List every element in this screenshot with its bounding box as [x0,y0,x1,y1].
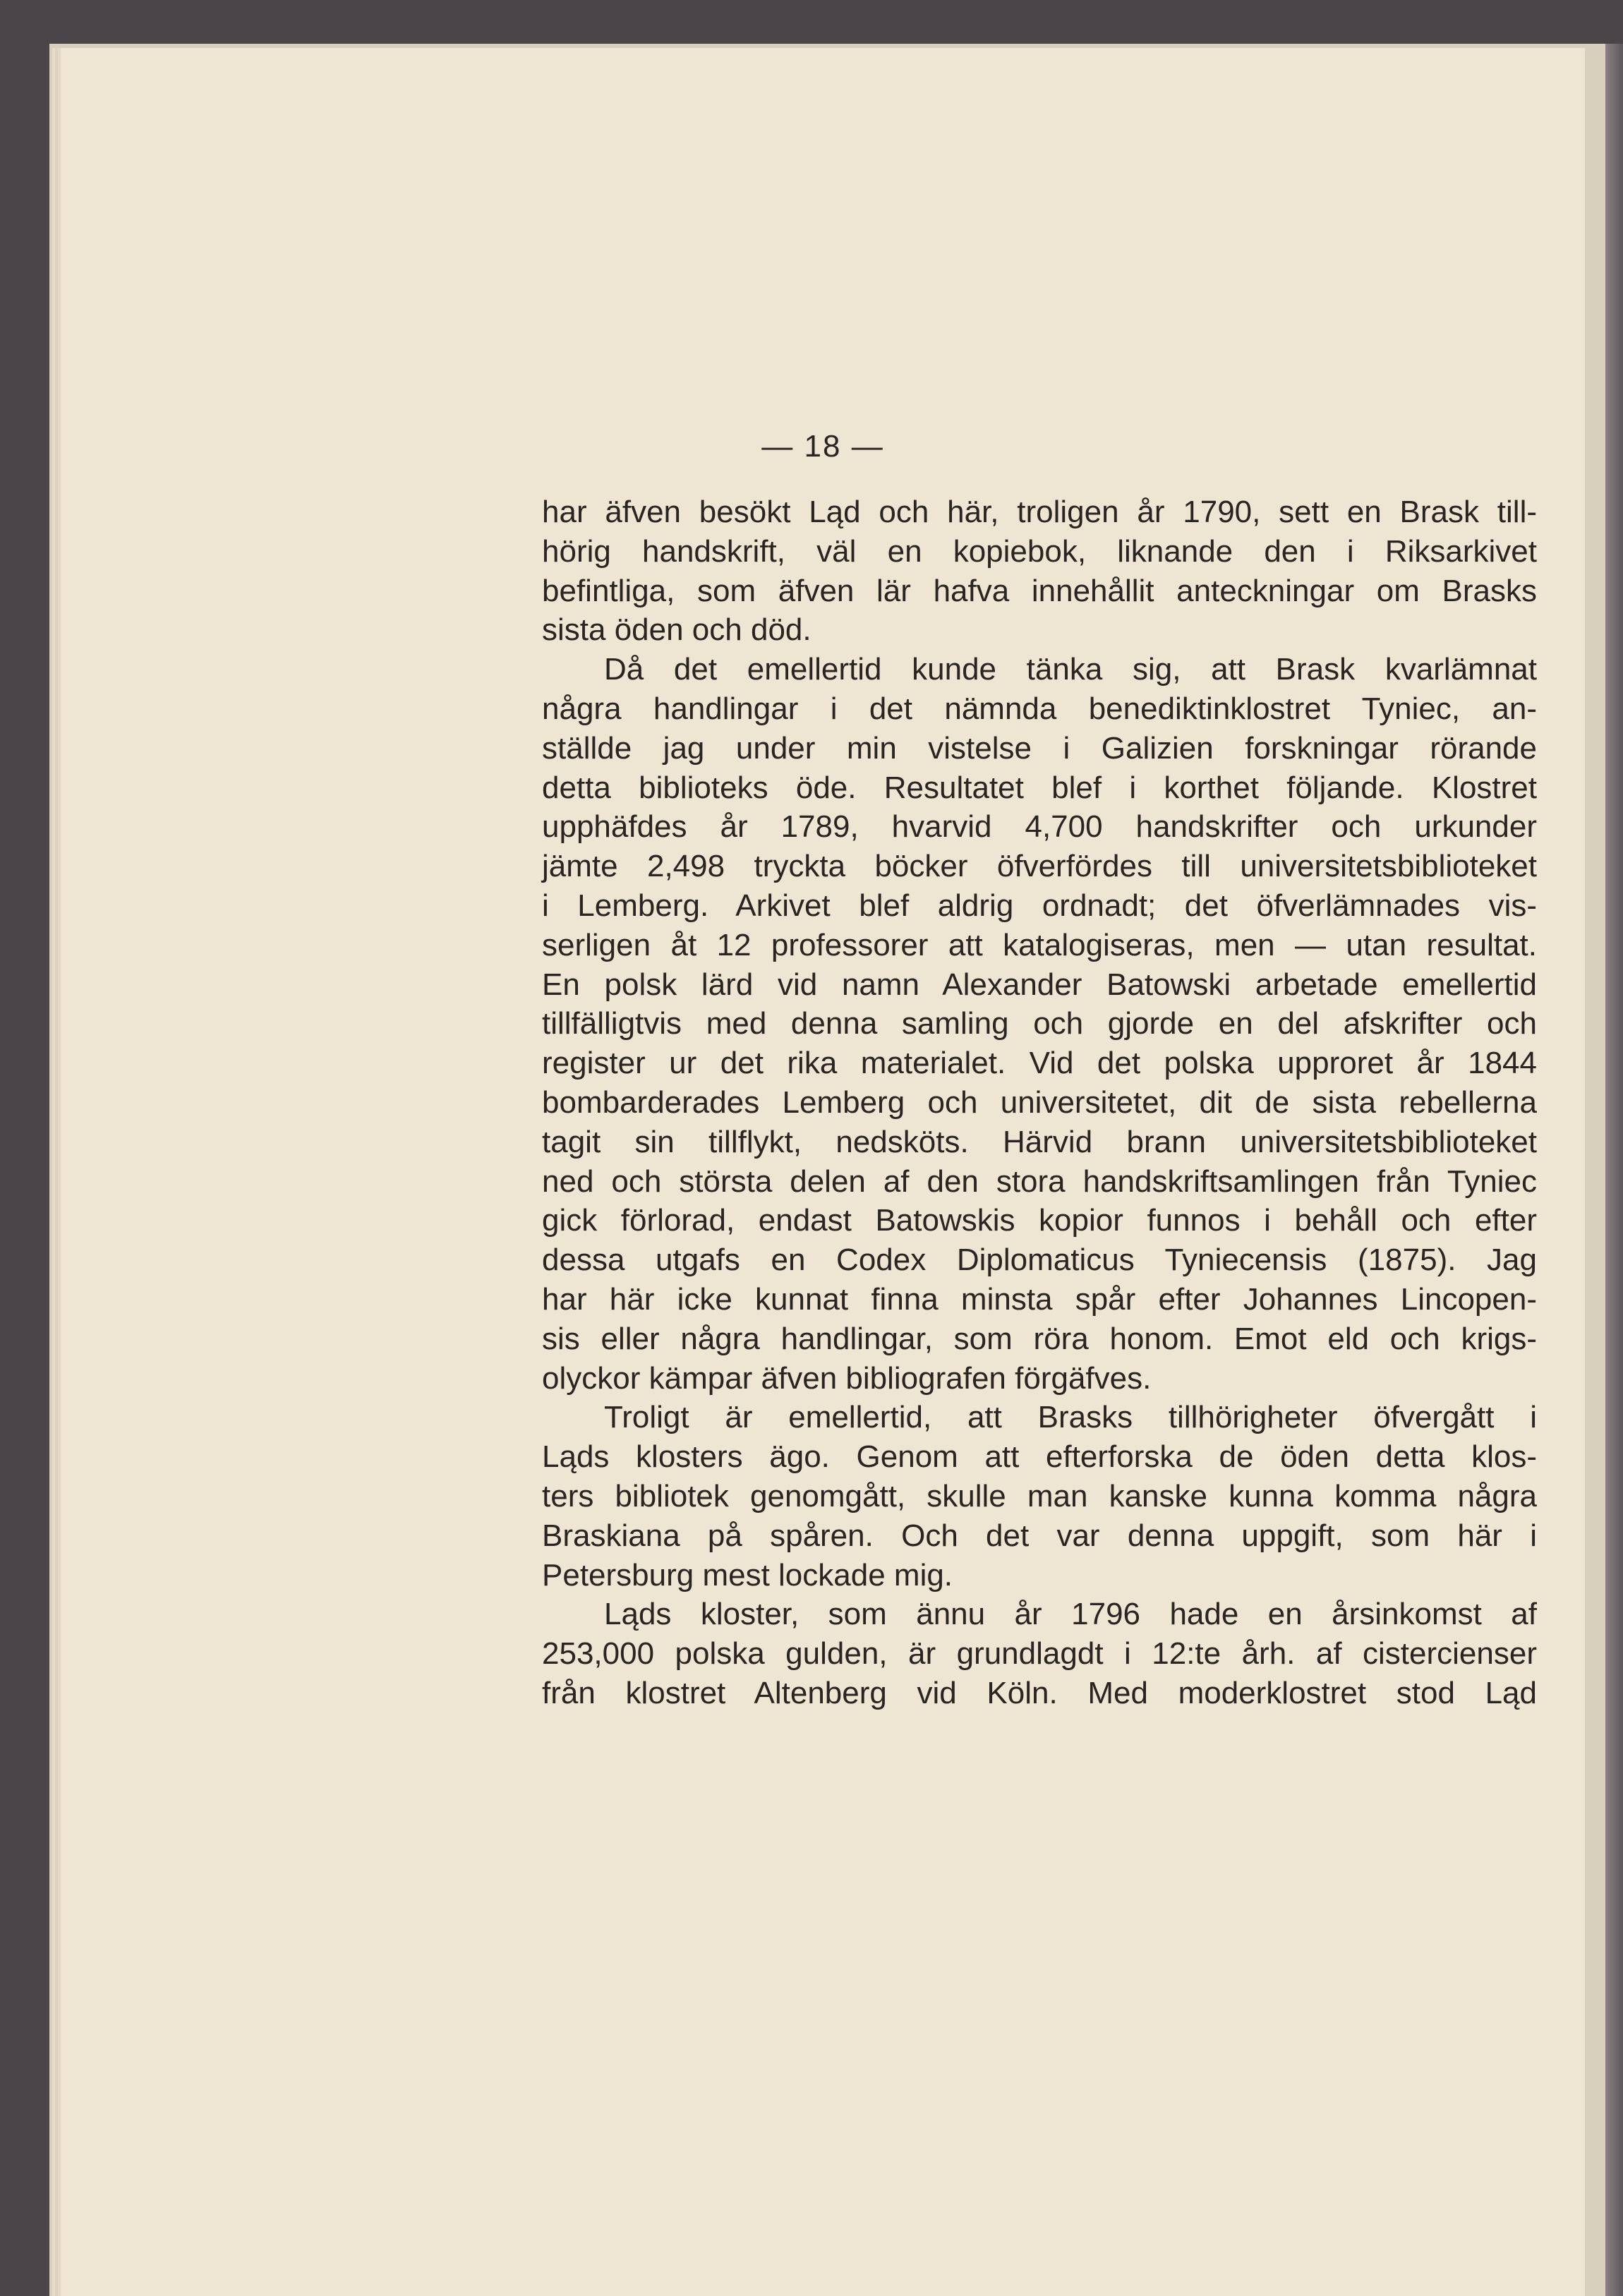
body-text [542,493,1537,1713]
text-line: register ur det rika materialet. Vid det polska upproret år 1844 [542,1046,1537,1081]
text-line: Petersburg mest lockade mig. [542,1557,953,1593]
text-line: jämte 2,498 tryckta böcker öfverfördes till universitetsbiblioteket [542,849,1537,884]
text-line: sis eller några handlingar, som röra honom. Emot eld och krigs- [542,1321,1537,1356]
text-line: Troligt är emellertid, att Brasks tillhörigheter öfvergått i [604,1400,1537,1435]
text-line: gick förlorad, endast Batowskis kopior funnos i behåll och efter [542,1203,1537,1238]
text-line: ned och största delen af den stora handskriftsamlingen från Tyniec [542,1164,1537,1199]
text-line: några handlingar i det nämnda benediktinklostret Tyniec, an- [542,691,1537,726]
text-line: Braskiana på spåren. Och det var denna uppgift, som här i [542,1518,1537,1553]
text-line: olyckor kämpar äfven bibliografen förgäfves. [542,1360,1152,1396]
text-line: i Lemberg. Arkivet blef aldrig ordnadt; det öfverlämnades vis- [542,888,1537,923]
text-line: sista öden och död. [542,612,812,648]
page-number: — 18 — [761,429,884,464]
text-line: ters bibliotek genomgått, skulle man kanske kunna komma några [542,1478,1537,1513]
text-line: Då det emellertid kunde tänka sig, att Brask kvarlämnat [604,652,1537,687]
text-line: detta biblioteks öde. Resultatet blef i korthet följande. Klostret [542,770,1537,805]
book-page [61,48,1585,2296]
text-line: bombarderades Lemberg och universitetet, dit de sista rebellerna [542,1084,1537,1120]
book-cover-edge [1605,44,1623,2296]
text-line: dessa utgafs en Codex Diplomaticus Tyniecensis (1875). Jag [542,1243,1537,1278]
text-line: har äfven besökt Ląd och här, troligen år 1790, sett en Brask till- [542,495,1537,529]
text-line: Ląds kloster, som ännu år 1796 hade en årsinkomst af [604,1597,1537,1632]
text-line: hörig handskrift, väl en kopiebok, liknande den i Riksarkivet [542,533,1537,569]
text-line: från klostret Altenberg vid Köln. Med moderklostret stod Ląd [542,1675,1537,1710]
text-line: 253,000 polska gulden, är grundlagdt i 12:te årh. af cistercienser [542,1636,1537,1672]
text-line: tillfälligtvis med denna samling och gjorde en del afskrifter och [542,1006,1537,1041]
text-line: har här icke kunnat finna minsta spår efter Johannes Lincopen- [542,1281,1537,1317]
text-line: serligen åt 12 professorer att katalogiseras, men — utan resultat. [542,927,1537,962]
text-line: befintliga, som äfven lär hafva innehållit anteckningar om Brasks [542,573,1537,608]
text-line: ställde jag under min vistelse i Galizien forskningar rörande [542,730,1537,766]
text-line: Ląds klosters ägo. Genom att efterforska de öden detta klos- [542,1439,1537,1475]
text-line: tagit sin tillflykt, nedsköts. Härvid brann universitetsbiblioteket [542,1124,1537,1159]
text-line: upphäfdes år 1789, hvarvid 4,700 handskrifter och urkunder [542,809,1537,845]
text-line: En polsk lärd vid namn Alexander Batowski arbetade emellertid [542,967,1537,1002]
